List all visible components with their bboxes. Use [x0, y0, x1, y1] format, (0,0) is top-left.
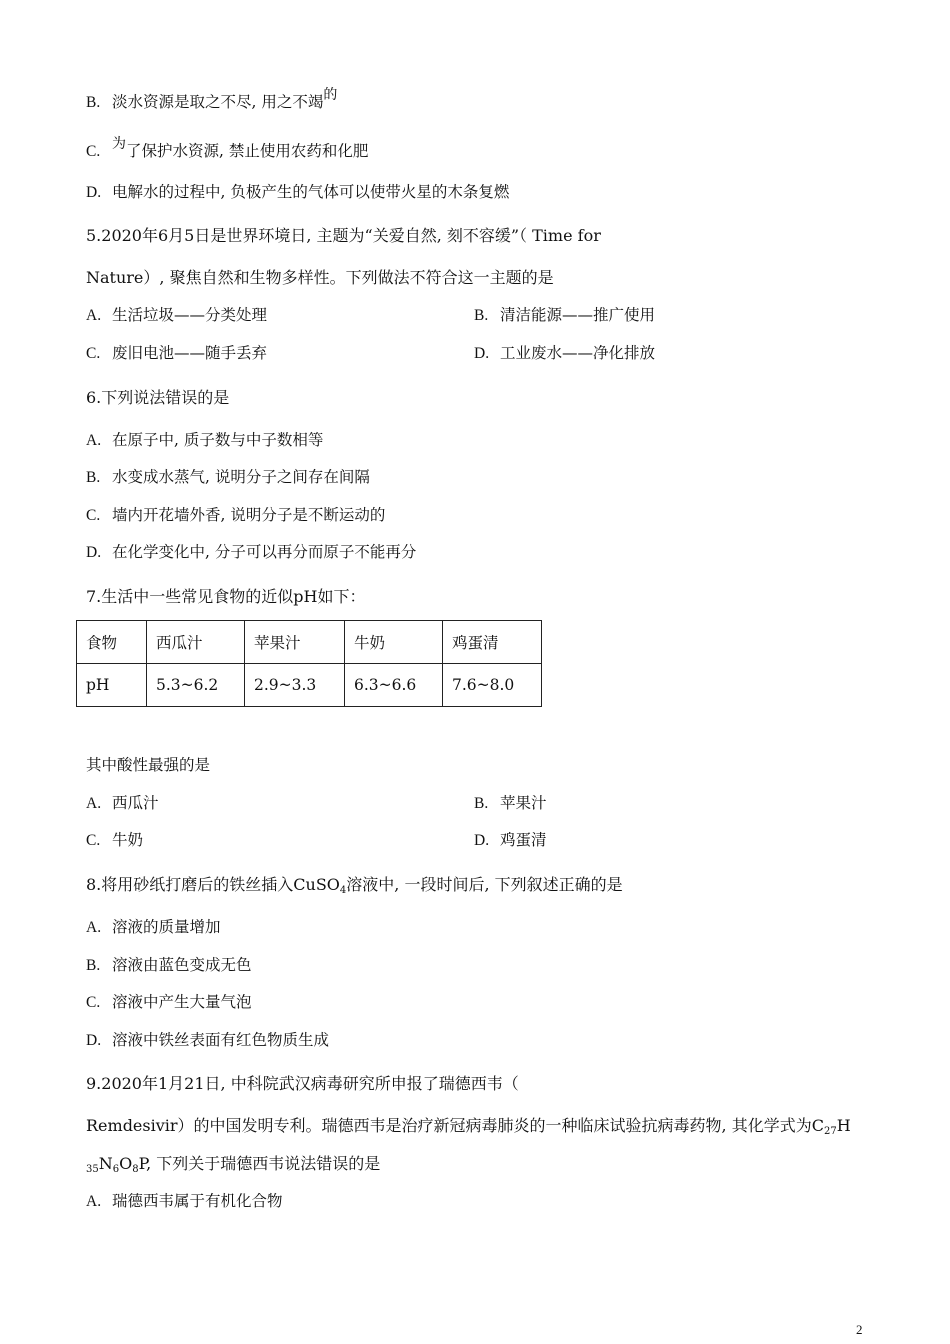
- q9-option-a: A. 瑞德西韦属于有机化合物: [86, 1192, 283, 1210]
- q6-option-b: B. 水变成水蒸气, 说明分子之间存在间隔: [86, 468, 370, 486]
- ph-table-cell: 2.9~3.3: [245, 664, 345, 707]
- ph-table: [76, 620, 542, 707]
- ph-table-cell: 6.3~6.6: [345, 664, 443, 707]
- ph-table-cell: 牛奶: [345, 621, 443, 664]
- ph-table-cell: 西瓜汁: [147, 621, 245, 664]
- ph-table-cell: pH: [77, 664, 147, 707]
- ph-table-value-row: [77, 664, 542, 707]
- q5-option-d: D. 工业废水——净化排放: [474, 344, 656, 362]
- q6-stem: 6.下列说法错误的是: [86, 388, 230, 407]
- ph-table-cell: 苹果汁: [245, 621, 345, 664]
- q6-option-a: A. 在原子中, 质子数与中子数相等: [86, 431, 324, 449]
- q9-stem-line2: Remdesivir）的中国发明专利。瑞德西韦是治疗新冠病毒肺炎的一种临床试验抗病毒药物, 其化学式为$C_{27}H$: [86, 1116, 851, 1137]
- q7-followup: 其中酸性最强的是: [86, 756, 211, 774]
- q5-option-a: A. 生活垃圾——分类处理: [86, 306, 268, 324]
- q7-stem: 7.生活中一些常见食物的近似pH如下：: [86, 587, 366, 606]
- q8-option-a: A. 溶液的质量增加: [86, 918, 221, 936]
- q7-option-d: D. 鸡蛋清: [474, 831, 547, 849]
- q4-option-d: D. 电解水的过程中, 负极产生的气体可以使带火星的木条复燃: [86, 183, 510, 201]
- q8-option-b: B. 溶液由蓝色变成无色: [86, 956, 252, 974]
- ph-table-header-row: [77, 621, 542, 664]
- q5-option-b: B. 清洁能源——推广使用: [474, 306, 656, 324]
- q7-option-a: A. 西瓜汁: [86, 794, 159, 812]
- q6-option-c: C. 墙内开花墙外香, 说明分子是不断运动的: [86, 506, 386, 524]
- page-number: 2: [856, 1322, 863, 1337]
- ph-table-cell: 7.6~8.0: [443, 664, 542, 707]
- q6-option-d: D. 在化学变化中, 分子可以再分而原子不能再分: [86, 543, 417, 561]
- ph-table-cell: 5.3~6.2: [147, 664, 245, 707]
- q9-stem-line3: $_{35}N_6O_8P$, 下列关于瑞德西韦说法错误的是: [86, 1154, 381, 1175]
- q8-option-d: D. 溶液中铁丝表面有红色物质生成: [86, 1031, 330, 1049]
- q4-option-b: B. 淡水资源是取之不尽, 用之不竭的: [86, 87, 338, 111]
- q9-stem-line1: 9.2020年1月21日, 中科院武汉病毒研究所申报了瑞德西韦（: [86, 1074, 519, 1093]
- q4-option-c: C. 为了保护水资源, 禁止使用农药和化肥: [86, 136, 369, 160]
- q8-stem: 8.将用砂纸打磨后的铁丝插入CuSO$_4$溶液中, 一段时间后, 下列叙述正确的是: [86, 875, 623, 896]
- q5-option-c: C. 废旧电池——随手丢弃: [86, 344, 268, 362]
- q5-stem-line2: Nature）, 聚焦自然和生物多样性。下列做法不符合这一主题的是: [86, 268, 554, 287]
- ph-table-cell: 食物: [77, 621, 147, 664]
- q7-option-c: C. 牛奶: [86, 831, 144, 849]
- q5-stem-line1: 5.2020年6月5日是世界环境日, 主题为“关爱自然, 刻不容缓”（ Time for: [86, 226, 601, 245]
- ph-table-cell: 鸡蛋清: [443, 621, 542, 664]
- q8-option-c: C. 溶液中产生大量气泡: [86, 993, 252, 1011]
- q7-option-b: B. 苹果汁: [474, 794, 547, 812]
